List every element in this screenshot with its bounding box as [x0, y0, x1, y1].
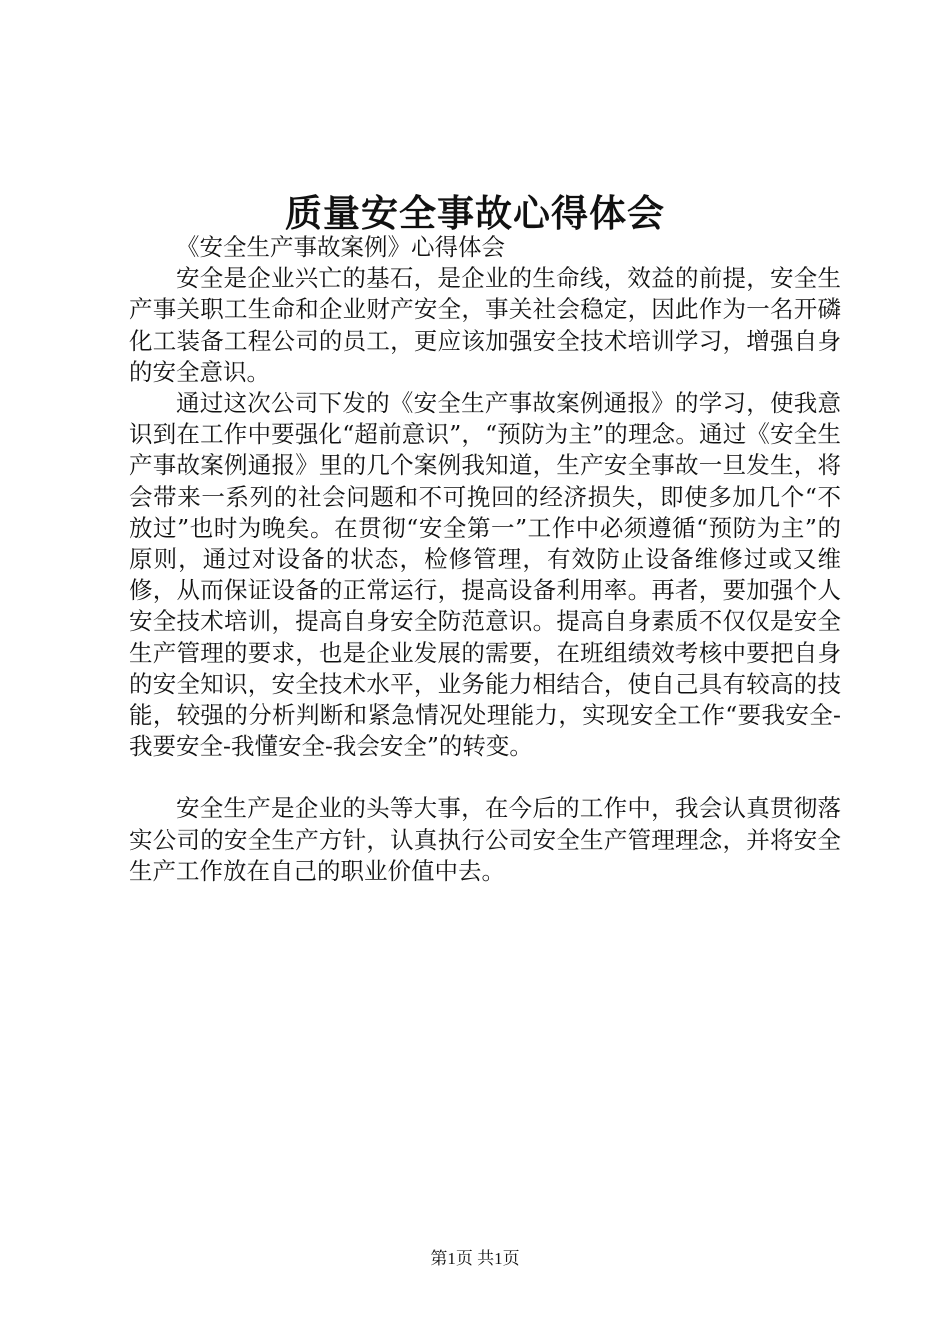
page-title: 质量安全事故心得体会 — [285, 191, 665, 235]
paragraph-3: 安全生产是企业的头等大事，在今后的工作中，我会认真贯彻落实公司的安全生产方针，认真执行公司安全生产管理理念，并将安全生产工作放在自己的职业价值中去。 — [129, 794, 841, 885]
page-footer: 第1页 共1页 — [430, 1249, 520, 1268]
paragraph-spacer — [129, 762, 841, 793]
paragraph-2: 通过这次公司下发的《安全生产事故案例通报》的学习，使我意识到在工作中要强化“超前意识”，“预防为主”的理念。通过《安全生产事故案例通报》里的几个案例我知道，生产安全事故一旦发生，将会带来一系列的社会问题和不可挽回的经济损失，即使多加几个“不放过”也时为晚矣。在贯彻“安全第一”工作中必须遵循“预防为主”的原则，通过对设备的状态，检修管理，有效防止设备维修过或又维修，从而保证设备的正常运行，提高设备利用率。再者，要加强个人安全技术培训，提高自身安全防范意识。提高自身素质不仅仅是安全生产管理的要求，也是企业发展的需要，在班组绩效考核中要把自身的安全知识，安全技术水平，业务能力相结合，使自己具有较高的技能，较强的分析判断和紧急情况处理能力，实现安全工作“要我安全-我要安全-我懂安全-我会安全”的转变。 — [129, 389, 841, 761]
document-body — [129, 232, 841, 887]
document-subtitle: 《安全生产事故案例》心得体会 — [176, 233, 505, 261]
paragraph-1: 安全是企业兴亡的基石，是企业的生命线，效益的前提，安全生产事关职工生命和企业财产安全，事关社会稳定，因此作为一名开磷化工装备工程公司的员工，更应该加强安全技术培训学习，增强自身的安全意识。 — [129, 264, 841, 386]
